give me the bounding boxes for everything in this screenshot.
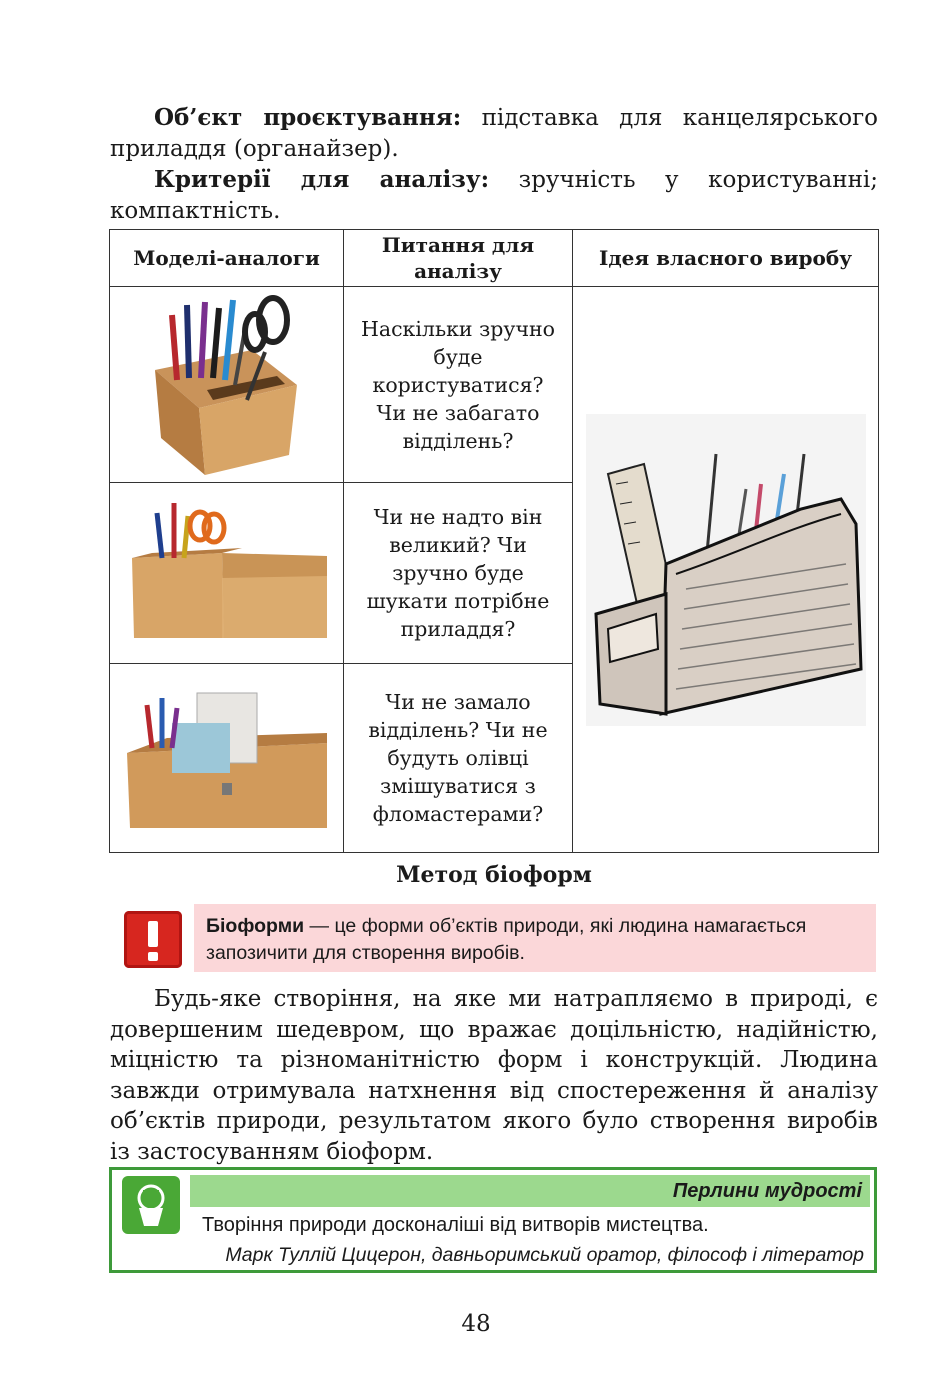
definition-box [194,904,876,972]
exclamation-icon [124,911,182,968]
own-idea-sketch [573,287,879,853]
quote-heading: Перлини мудрості [190,1175,870,1207]
header-analogs: Моделі-аналоги [110,230,344,287]
header-questions: Питання для аналізу [344,230,573,287]
page-number: 48 [461,1311,491,1337]
question-2: Чи не надто він великий? Чи зручно буде шукати потрібне приладдя? [344,483,573,664]
question-3: Чи не замало відділень? Чи не будуть олівці змішуватися з фломастерами? [344,664,573,853]
object-label: Об’єкт проєктування: [154,104,462,131]
definition-term: Біоформи [206,915,305,937]
definition-text: — це форми об’єктів природи, які людина намагається запозичити для створення виробів. [206,915,807,964]
quote-box [109,1167,877,1273]
object-paragraph [110,102,878,165]
header-idea: Ідея власного виробу [573,230,879,287]
object-text: підставка для канцелярського приладдя (органайзер). [110,105,878,162]
quote-icon [122,1176,180,1234]
criteria-paragraph [110,164,878,227]
analog-image-1 [110,287,344,483]
analog-image-2 [110,483,344,664]
analogs-table [109,229,879,853]
section-title: Метод біоформ [396,862,592,888]
quote-author: Марк Туллій Цицерон, давньоримський оратор, філософ і літератор [225,1244,864,1266]
criteria-label: Критерії для аналізу: [154,166,490,193]
question-1: Наскільки зручно буде користуватися? Чи не забагато відділень? [344,287,573,483]
analog-image-3 [110,664,344,853]
body-paragraph: Будь-яке створіння, на яке ми натрапляємо в природі, є довершеним шедевром, що вражає доцільністю, надійністю, міцністю та різноманітністю форм і конструкцій. Людина завжди отримувала натхнення від спостереження й аналізу об’єктів природи, результатом якого було створення виробів із застосуванням біоформ. [110,986,878,1165]
quote-text: Творіння природи досконаліші від витворів мистецтва. [202,1214,709,1236]
criteria-text: зручність у користуванні; компактність. [110,167,878,224]
